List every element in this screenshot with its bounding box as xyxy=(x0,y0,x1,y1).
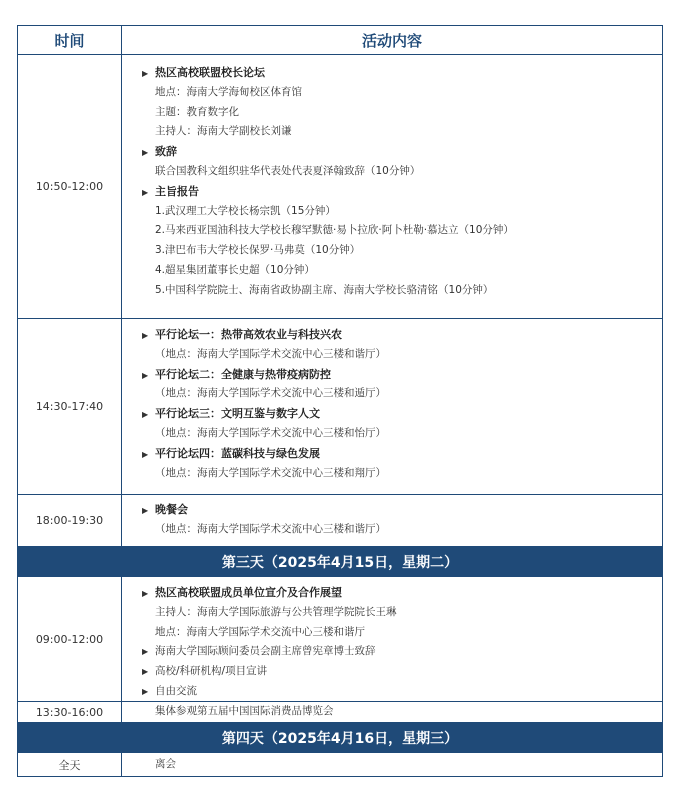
header-content: 活动内容 xyxy=(361,31,422,50)
activity-text: 自由交流 xyxy=(155,684,197,697)
activity-detail xyxy=(142,261,662,281)
activity-text: 联合国教科文组织驻华代表处代表夏泽翰致辞（10分钟） xyxy=(155,164,421,177)
activity-detail xyxy=(142,520,662,540)
activity-heading xyxy=(142,142,662,162)
activity-detail xyxy=(142,623,662,643)
schedule-row xyxy=(17,702,663,723)
time-cell: 13:30-16:00 xyxy=(18,702,122,722)
activity-text: （地点：海南大学国际学术交流中心三楼和谐厅） xyxy=(155,347,386,360)
bullet-triangle-icon: ▶ xyxy=(142,187,149,197)
schedule-row xyxy=(17,319,663,495)
activity-text: （地点：海南大学国际学术交流中心三楼和翔厅） xyxy=(155,466,386,479)
activity-text: 热区高校联盟校长论坛 xyxy=(155,66,265,79)
bullet-triangle-icon: ▶ xyxy=(142,410,149,420)
activity-cell xyxy=(122,702,662,722)
activity-text: 海南大学国际顾问委员会副主席曾宪章博士致辞 xyxy=(155,645,376,658)
activity-heading xyxy=(142,325,662,345)
activity-heading xyxy=(142,365,662,385)
activity-detail xyxy=(142,241,662,261)
bullet-triangle-icon: ▶ xyxy=(142,370,149,380)
activity-detail xyxy=(142,755,176,775)
schedule-row xyxy=(17,495,663,547)
activity-text: 5.中国科学院院士、海南省政协副主席、海南大学校长骆清铭（10分钟） xyxy=(155,283,494,296)
activity-heading xyxy=(142,63,662,83)
bullet-triangle-icon: ▶ xyxy=(142,331,149,340)
day4-banner: 第四天（2025年4月16日，星期三） xyxy=(17,723,663,753)
activity-detail xyxy=(142,281,662,301)
activity-text: 晚餐会 xyxy=(155,503,188,516)
bullet-triangle-icon: ▶ xyxy=(142,69,149,78)
activity-text: 致辞 xyxy=(155,145,177,159)
activity-text: 3.津巴布韦大学校长保罗·马弗莫（10分钟） xyxy=(155,244,361,257)
day3-section xyxy=(17,577,663,723)
activity-detail xyxy=(142,464,662,484)
activity-heading xyxy=(142,182,662,202)
activity-text: 4.超星集团董事长史超（10分钟） xyxy=(155,263,315,276)
activity-text: 2.马来西亚国油科技大学校长穆罕默德·易卜拉欣·阿卜杜勒·慕达立（10分钟） xyxy=(155,224,514,237)
activity-text: （地点：海南大学国际学术交流中心三楼和谐厅） xyxy=(155,522,386,535)
time-cell: 09:00-12:00 xyxy=(18,577,122,701)
time-cell: 18:00-19:30 xyxy=(18,495,122,546)
activity-cell xyxy=(122,55,662,318)
table-header xyxy=(17,25,663,55)
activity-text: 地点：海南大学海甸校区体育馆 xyxy=(155,85,302,98)
bullet-triangle-icon: ▶ xyxy=(142,148,149,158)
activity-text: 平行论坛一：热带高效农业与科技兴农 xyxy=(155,328,342,341)
activity-text: 地点：海南大学国际学术交流中心三楼和谐厅 xyxy=(155,625,365,638)
activity-detail xyxy=(142,162,662,182)
activity-text: 高校/科研机构/项目宣讲 xyxy=(155,665,268,678)
activity-detail xyxy=(142,384,662,404)
time-cell: 14:30-17:40 xyxy=(18,319,122,494)
activity-text: 平行论坛三：文明互鉴与数字人文 xyxy=(155,407,320,421)
activity-heading xyxy=(142,444,662,464)
day4-section xyxy=(17,753,663,777)
activity-detail xyxy=(142,103,662,123)
activity-detail xyxy=(142,642,662,662)
activity-text: 主持人：海南大学副校长刘谦 xyxy=(155,125,292,138)
activity-text: 离会 xyxy=(155,757,176,770)
bullet-triangle-icon: ▶ xyxy=(142,667,149,677)
activity-detail xyxy=(142,83,662,103)
activity-detail xyxy=(142,702,334,722)
activity-detail xyxy=(142,424,662,444)
activity-detail xyxy=(142,603,662,623)
bullet-triangle-icon: ▶ xyxy=(142,449,149,459)
time-cell: 全天 xyxy=(18,753,122,776)
activity-text: 平行论坛二：全健康与热带疫病防控 xyxy=(155,367,331,381)
bullet-triangle-icon: ▶ xyxy=(142,647,149,657)
activity-cell xyxy=(122,319,662,494)
activity-heading xyxy=(142,583,662,603)
bullet-triangle-icon: ▶ xyxy=(142,506,149,515)
activity-text: 主题：教育数字化 xyxy=(155,105,239,118)
time-cell: 10:50-12:00 xyxy=(18,55,122,318)
activity-detail xyxy=(142,662,662,682)
activity-cell xyxy=(122,577,662,701)
activity-text: 主持人：海南大学国际旅游与公共管理学院院长王琳 xyxy=(155,605,397,618)
schedule-row xyxy=(17,577,663,702)
activity-detail xyxy=(142,202,662,222)
activity-text: 热区高校联盟成员单位宣介及合作展望 xyxy=(155,586,342,599)
schedule-row xyxy=(17,753,663,777)
activity-heading xyxy=(142,500,662,520)
activity-text: （地点：海南大学国际学术交流中心三楼和遁厅） xyxy=(155,387,386,400)
day2-section xyxy=(17,55,663,547)
schedule-row xyxy=(17,55,663,319)
day3-banner: 第三天（2025年4月15日，星期二） xyxy=(17,547,663,577)
bullet-triangle-icon: ▶ xyxy=(142,589,149,598)
bullet-triangle-icon: ▶ xyxy=(142,686,149,696)
activity-heading xyxy=(142,404,662,424)
activity-cell xyxy=(122,753,662,776)
activity-text: 平行论坛四：蓝碳科技与绿色发展 xyxy=(155,446,320,460)
activity-cell xyxy=(122,495,662,546)
activity-text: 集体参观第五届中国国际消费品博览会 xyxy=(155,705,334,718)
activity-text: 主旨报告 xyxy=(155,184,199,198)
activity-text: 1.武汉理工大学校长杨宗凯（15分钟） xyxy=(155,204,336,217)
activity-detail xyxy=(142,682,662,702)
activity-text: （地点：海南大学国际学术交流中心三楼和怡厅） xyxy=(155,426,386,439)
activity-detail xyxy=(142,345,662,365)
schedule-table xyxy=(17,25,663,777)
activity-detail xyxy=(142,221,662,241)
activity-detail xyxy=(142,122,662,142)
header-time: 时间 xyxy=(18,26,122,54)
